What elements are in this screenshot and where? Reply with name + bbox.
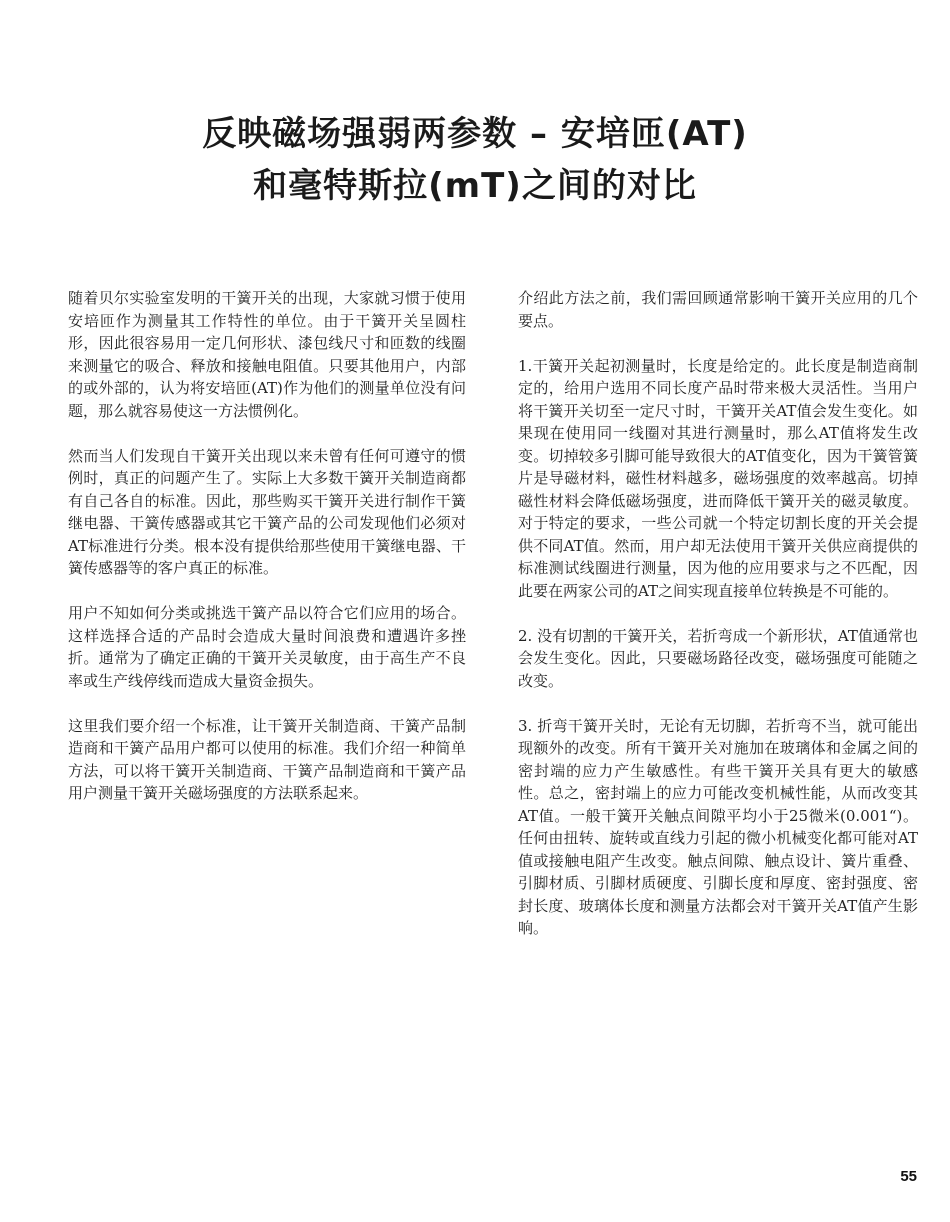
paragraph: 3. 折弯干簧开关时，无论有无切脚，若折弯不当，就可能出现额外的改变。所有干簧开关对施加在玻璃体和金属之间的密封端的应力产生敏感性。有些干簧开关具有更大的敏感性。总之，密封端上的应力可能改变机械性能，从而改变其AT值。一般干簧开关触点间隙平均小于25微米(0.001“)。任何由扭转、旋转或直线力引起的微小机械变化都可能对AT值或接触电阻产生改变。触点间隙、触点设计、簧片重叠、引脚材质、引脚材质硬度、引脚长度和厚度、密封强度、密封长度、玻璃体长度和测量方法都会对干簧开关AT值产生影响。: [518, 716, 918, 937]
title-line-1: 反映磁场强弱两参数 – 安培匝(AT): [202, 114, 748, 154]
page-title: [0, 108, 950, 212]
left-column: [68, 287, 466, 827]
paragraph: 1.干簧开关起初测量时，长度是给定的。此长度是制造商制定的，给用户选用不同长度产品时带来极大灵活性。当用户将干簧开关切至一定尺寸时，干簧开关AT值会发生变化。如果现在使用同一线圈对其进行测量时，那么AT值将发生改变。切掉较多引脚可能导致很大的AT值变化，因为干簧管簧片是导磁材料，磁性材料越多，磁场强度的效率越高。切掉磁性材料会降低磁场强度，进而降低干簧开关的磁灵敏度。对于特定的要求，一些公司就一个特定切割长度的开关会提供不同AT值。然而，用户却无法使用干簧开关供应商提供的标准测试线圈进行测量，因为他的应用要求与之不匹配，因此要在两家公司的AT之间实现直接单位转换是不可能的。: [518, 356, 918, 600]
paragraph: 介绍此方法之前，我们需回顾通常影响干簧开关应用的几个要点。: [518, 289, 918, 330]
paragraph: 这里我们要介绍一个标准，让干簧开关制造商、干簧产品制造商和干簧产品用户都可以使用的标准。我们介绍一种简单方法，可以将干簧开关制造商、干簧产品制造商和干簧产品用户测量干簧开关磁场强度的方法联系起来。: [68, 716, 466, 802]
title-line-2: 和毫特斯拉(mT)之间的对比: [253, 166, 697, 206]
page-number: 55: [900, 1168, 917, 1185]
right-column: [518, 287, 918, 962]
paragraph: 随着贝尔实验室发明的干簧开关的出现，大家就习惯于使用安培匝作为测量其工作特性的单位。由于干簧开关呈圆柱形，因此很容易用一定几何形状、漆包线尺寸和匝数的线圈来测量它的吸合、释放和接触电阻值。只要其他用户，内部的或外部的，认为将安培匝(AT)作为他们的测量单位没有问题，那么就容易使这一方法惯例化。: [68, 289, 466, 420]
paragraph: 然而当人们发现自干簧开关出现以来未曾有任何可遵守的惯例时，真正的问题产生了。实际上大多数干簧开关制造商都有自己各自的标准。因此，那些购买干簧开关进行制作干簧继电器、干簧传感器或其它干簧产品的公司发现他们必须对AT标准进行分类。根本没有提供给那些使用干簧继电器、干簧传感器等的客户真正的标准。: [68, 446, 466, 577]
paragraph: 2. 没有切割的干簧开关，若折弯成一个新形状，AT值通常也会发生变化。因此，只要磁场路径改变，磁场强度可能随之改变。: [518, 626, 918, 690]
paragraph: 用户不知如何分类或挑选干簧产品以符合它们应用的场合。这样选择合适的产品时会造成大量时间浪费和遭遇许多挫折。通常为了确定正确的干簧开关灵敏度，由于高生产不良率或生产线停线而造成大量资金损失。: [68, 604, 466, 690]
